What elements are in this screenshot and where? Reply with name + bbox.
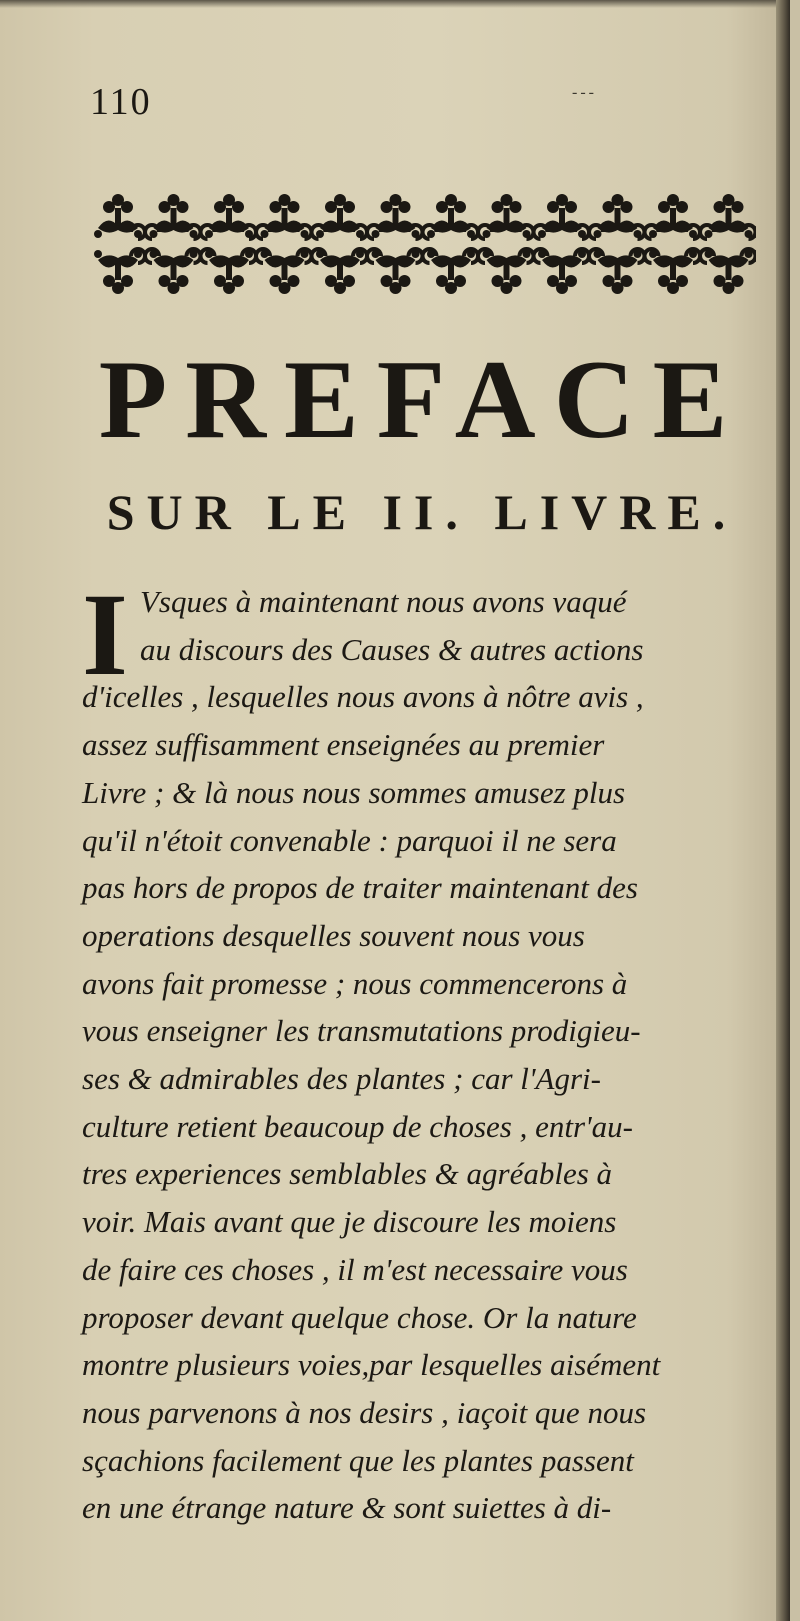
running-mark: --- [572,84,597,101]
preface-subtitle: SUR LE II. LIVRE. [106,484,738,540]
fleuron-band-icon [88,178,756,318]
page-edge [776,0,790,1621]
text-line: pas hors de propos de traiter maintenant des [82,870,638,906]
text-line: culture retient beaucoup de choses , entr'au- [82,1108,633,1144]
drop-cap: I [82,569,128,700]
text-line: proposer devant quelque chose. Or la nature [82,1299,637,1335]
text-line: tres experiences semblables & agréables à [82,1156,613,1192]
page-top-shadow [0,0,790,8]
text-line: de faire ces choses , il m'est necessaire vous [82,1251,628,1287]
text-line: avons fait promesse ; nous commencerons à [82,965,628,1001]
text-line: Livre ; & là nous nous sommes amusez plus [82,774,626,810]
text-line: nous parvenons à nos desirs , iaçoit que nous [82,1394,647,1430]
page-number: 110 [90,81,152,123]
text-line: vous enseigner les transmutations prodigieu- [82,1013,641,1049]
text-line: d'icelles , lesquelles nous avons à nôtre avis , [82,679,644,715]
text-line: qu'il n'étoit convenable : parquoi il ne sera [82,822,617,858]
text-line: Vsques à maintenant nous avons vaqué [140,584,627,619]
text-line: voir. Mais avant que je discoure les moiens [82,1204,617,1240]
text-line: au discours des Causes & autres actions [140,631,644,667]
text-line: en une étrange nature & sont suiettes à di- [82,1490,612,1526]
text-line: assez suffisamment enseignées au premier [82,727,605,763]
text-line: ses & admirables des plantes ; car l'Agri- [82,1061,601,1096]
text-line: sçachions facilement que les plantes passent [82,1442,634,1478]
text-line: montre plusieurs voies,par lesquelles aisément [82,1347,661,1383]
preface-title: PREFACE [98,338,746,462]
text-line: operations desquelles souvent nous vous [82,917,585,953]
